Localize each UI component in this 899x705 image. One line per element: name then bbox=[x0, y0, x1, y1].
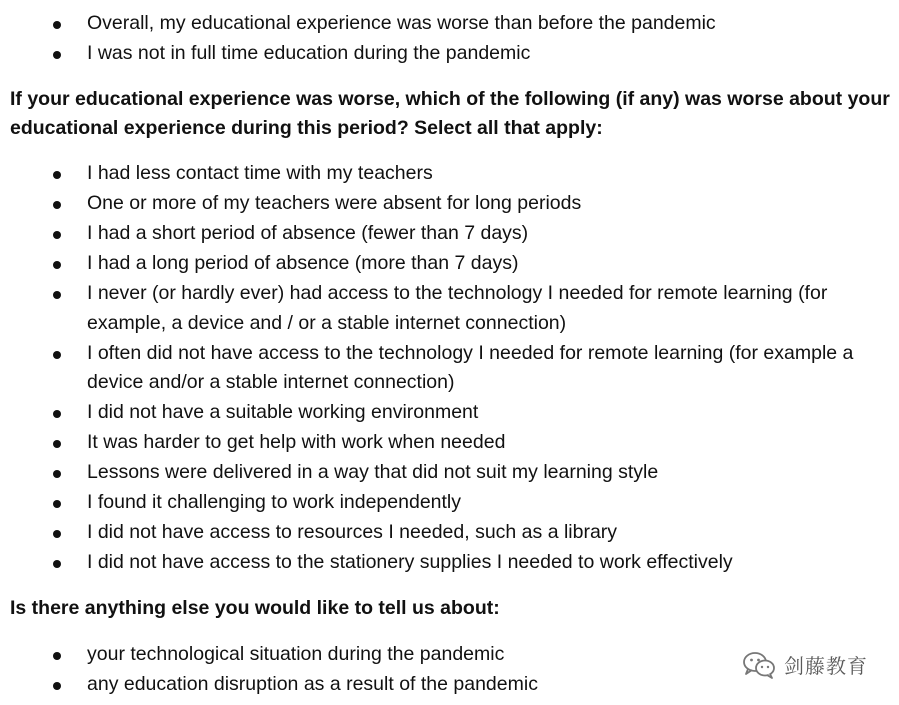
bullet-icon bbox=[53, 201, 61, 209]
experience-options-list bbox=[0, 9, 899, 69]
bullet-icon bbox=[53, 291, 61, 299]
list-item-text: I had less contact time with my teachers bbox=[87, 162, 433, 184]
bullet-icon bbox=[53, 682, 61, 690]
bullet-icon bbox=[53, 261, 61, 269]
bullet-icon bbox=[53, 21, 61, 29]
list-item-text: Overall, my educational experience was worse than before the pandemic bbox=[87, 12, 716, 34]
bullet-icon bbox=[53, 410, 61, 418]
list-item bbox=[0, 518, 887, 548]
list-item bbox=[0, 9, 899, 39]
bullet-icon bbox=[53, 652, 61, 660]
list-item-text: I had a long period of absence (more than 7 days) bbox=[87, 252, 519, 274]
list-item bbox=[0, 339, 887, 398]
question-worse-heading: If your educational experience was worse, which of the following (if any) was worse about your educational experience during this period? Select all that apply: bbox=[10, 88, 890, 139]
list-item bbox=[0, 159, 887, 189]
bullet-icon bbox=[53, 51, 61, 59]
bullet-icon bbox=[53, 530, 61, 538]
watermark bbox=[742, 650, 868, 679]
list-item bbox=[0, 398, 887, 428]
list-item bbox=[0, 249, 887, 279]
list-item bbox=[0, 39, 899, 69]
watermark-text: 剑藤教育 bbox=[784, 654, 868, 678]
wechat-icon bbox=[742, 651, 776, 679]
list-item-text: It was harder to get help with work when needed bbox=[87, 431, 506, 453]
list-item bbox=[0, 548, 887, 578]
list-item bbox=[0, 279, 887, 338]
bullet-icon bbox=[53, 231, 61, 239]
bullet-icon bbox=[53, 440, 61, 448]
list-item-text: I was not in full time education during the pandemic bbox=[87, 42, 531, 64]
list-item bbox=[0, 458, 887, 488]
list-item-text: I often did not have access to the technology I needed for remote learning (for example a device and/or a stable internet connection) bbox=[87, 341, 854, 393]
bullet-icon bbox=[53, 500, 61, 508]
list-item-text: your technological situation during the pandemic bbox=[87, 643, 505, 665]
bullet-icon bbox=[53, 351, 61, 359]
list-item bbox=[0, 428, 887, 458]
list-item-text: I had a short period of absence (fewer than 7 days) bbox=[87, 222, 529, 244]
list-item-text: I did not have a suitable working environment bbox=[87, 401, 479, 423]
list-item-text: I found it challenging to work independently bbox=[87, 491, 462, 513]
question-else-heading: Is there anything else you would like to tell us about: bbox=[10, 597, 500, 619]
list-item bbox=[0, 219, 887, 249]
list-item bbox=[0, 189, 887, 219]
worse-options-list bbox=[0, 159, 899, 578]
list-item-text: I did not have access to resources I needed, such as a library bbox=[87, 521, 618, 543]
list-item bbox=[0, 488, 887, 518]
bullet-icon bbox=[53, 171, 61, 179]
list-item-text: I did not have access to the stationery supplies I needed to work effectively bbox=[87, 551, 733, 573]
list-item-text: I never (or hardly ever) had access to the technology I needed for remote learning (for example, a device and / or a stable internet connection) bbox=[87, 282, 828, 334]
bullet-icon bbox=[53, 470, 61, 478]
list-item-text: One or more of my teachers were absent for long periods bbox=[87, 192, 582, 214]
list-item-text: Lessons were delivered in a way that did not suit my learning style bbox=[87, 461, 659, 483]
list-item-text: any education disruption as a result of the pandemic bbox=[87, 673, 538, 695]
bullet-icon bbox=[53, 560, 61, 568]
